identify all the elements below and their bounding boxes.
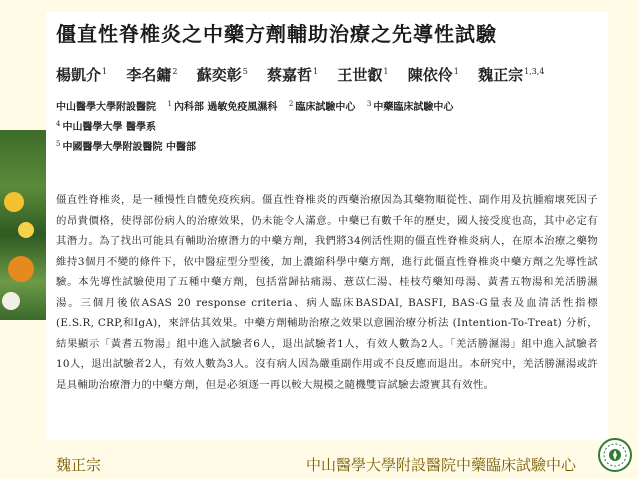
author	[197, 66, 248, 84]
affiliation-text: 中山醫學大學 醫學系	[62, 122, 156, 133]
author-list	[56, 64, 600, 85]
abstract-text: 僵直性脊椎炎，是一種慢性自體免疫疾病。僵直性脊椎炎的西藥治療因為其藥物順從性、副作用及抗腫瘤壞死因子的昂貴價格，使得部份病人的治療效果，仍未能令人滿意。中藥已有數千年的歷史，國人接受度也高，其中必定有其潛力。為了找出可能具有輔助治療潛力的中藥方劑，我們將34例活性期的僵直性脊椎炎病人，在原本治療之藥物維持3個月不變的條件下，依中醫症型分型後，加上濃縮科學中藥方劑，進行此僵直性脊椎炎中藥方劑之先導性試驗。本先導性試驗使用了五種中藥方劑，包括當歸拈痛湯、薏苡仁湯、桂枝芍藥知母湯、黃耆五物湯和羌活勝濕湯。三個月後依ASAS 20 response criteria、病人臨床BASDAI, BASFI, BAS-G量表及血清活性指標 (E.S.R, CRP,和IgA)，來評估其效果。中藥方劑輔助治療之效果以意圖治療分析法 (Intention-To-Treat) 分析，結果顯示「黃耆五物湯」組中進入試驗者6人，退出試驗者1人，有效人數為2人。「羌活勝濕湯」組中進入試驗者10人，退出試驗者2人，有效人數為3人。沒有病人因為嚴重副作用或不良反應而退出。本研究中，羌活勝濕湯或許是具輔助治療潛力的中藥方劑，但是必須逐一再以較大規模之隨機雙盲試驗去證實其有效性。	[56, 194, 598, 391]
paper-abstract	[46, 12, 608, 440]
affiliation-number: 4	[56, 119, 61, 128]
affiliation-line-1	[56, 98, 600, 113]
author	[478, 66, 544, 84]
author-affiliation: 1	[313, 67, 319, 76]
author-affiliation: 1,3,4	[524, 67, 545, 76]
affiliation-line-2	[56, 118, 600, 133]
author-name: 魏正宗	[478, 66, 524, 84]
yellow-flower-icon	[18, 222, 34, 238]
affiliation-hospital: 中山醫學大學附設醫院	[56, 102, 156, 113]
author-name: 王世叡	[337, 66, 383, 84]
flower-photo-strip	[0, 130, 46, 320]
author-name: 楊凱介	[56, 66, 102, 84]
affiliation-number: 1	[167, 99, 172, 108]
author	[267, 66, 318, 84]
university-seal-icon	[598, 438, 632, 472]
author-affiliation: 5	[242, 67, 248, 76]
white-flower-icon	[2, 292, 20, 310]
author-name: 陳依伶	[407, 66, 453, 84]
affiliation-number: 2	[288, 99, 294, 108]
paper-title: 僵直性脊椎炎之中藥方劑輔助治療之先導性試驗	[56, 22, 497, 46]
author-affiliation: 2	[172, 67, 178, 76]
author-affiliation: 1	[383, 67, 389, 76]
institution-name: 中山醫學大學附設醫院中藥臨床試驗中心	[306, 456, 577, 474]
affiliation-number: 5	[56, 139, 61, 148]
author-affiliation: 1	[453, 67, 459, 76]
affiliation-text: 中國醫學大學附設醫院 中醫部	[62, 142, 196, 153]
author	[56, 66, 107, 84]
affiliation-dept: 中藥臨床試驗中心	[373, 102, 454, 113]
affiliation-dept: 內科部 過敏免疫風濕科	[173, 102, 278, 113]
affiliation-line-3	[56, 138, 600, 153]
author-affiliation: 1	[102, 67, 108, 76]
author-name: 蔡嘉哲	[267, 66, 313, 84]
author	[126, 66, 177, 84]
author-name: 李名鏞	[126, 66, 172, 84]
author	[408, 66, 459, 84]
affiliation-dept: 臨床試驗中心	[295, 102, 356, 113]
affiliation-number: 3	[366, 99, 372, 108]
author	[337, 66, 388, 84]
yellow-flower-icon	[4, 192, 24, 212]
presenter-name: 魏正宗	[56, 456, 102, 474]
orange-flower-icon	[8, 256, 34, 282]
author-name: 蘇奕彰	[196, 66, 242, 84]
